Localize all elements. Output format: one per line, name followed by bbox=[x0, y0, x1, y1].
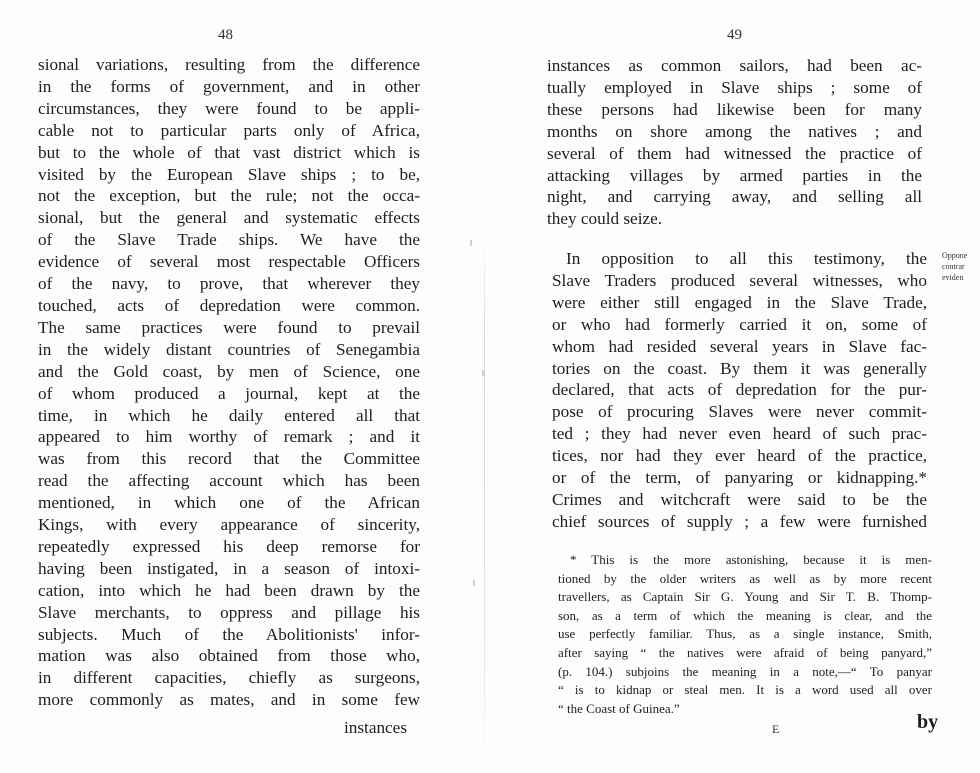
text-line: mentioned, in which one of the African bbox=[38, 493, 420, 513]
text-line: ted ; they had never even heard of such prac- bbox=[552, 424, 927, 444]
text-line: several of them had witnessed the practice of bbox=[547, 143, 922, 163]
footnote bbox=[558, 551, 932, 718]
text-line: or of the term, of panyaring or kidnapping.* bbox=[552, 468, 927, 488]
text-line: attacking villages by armed parties in the bbox=[547, 165, 922, 185]
footnote-line: (p. 104.) subjoins the meaning in a note,—“ To panyar bbox=[558, 663, 932, 679]
text-line: pose of procuring Slaves were never commit- bbox=[552, 402, 927, 422]
paper-speck bbox=[473, 580, 475, 586]
margin-note bbox=[942, 250, 980, 283]
text-line: subjects. Much of the Abolitionists' infor- bbox=[38, 624, 420, 644]
text-line: time, in which he daily entered all that bbox=[38, 405, 420, 425]
signature-mark: E bbox=[772, 722, 780, 736]
text-line: in the forms of government, and in other bbox=[38, 76, 420, 96]
book-gutter bbox=[484, 230, 485, 770]
text-line: In opposition to all this testimony, the bbox=[566, 249, 927, 268]
right-paragraph-1 bbox=[547, 26, 922, 230]
text-line: not the exception, but the rule; not the occa- bbox=[38, 186, 420, 206]
text-line: of whom produced a journal, kept at the bbox=[38, 383, 420, 403]
text-line: instances as common sailors, had been ac- bbox=[547, 56, 922, 75]
text-line: Slave merchants, to oppress and pillage his bbox=[38, 602, 420, 622]
text-line: read the affecting account which has been bbox=[38, 471, 420, 491]
text-line: months on shore among the natives ; and bbox=[547, 121, 922, 141]
right-page-number: 49 bbox=[727, 27, 742, 43]
text-line: evidence of several most respectable Officers bbox=[38, 252, 420, 272]
text-line: night, and carrying away, and selling all bbox=[547, 187, 922, 207]
text-line: of the Slave Trade ships. We have the bbox=[38, 230, 420, 250]
text-line: declared, that acts of depredation for the pur- bbox=[552, 380, 927, 400]
margin-note-line: Oppone bbox=[942, 251, 968, 260]
text-line: cation, into which he had been drawn by the bbox=[38, 580, 420, 600]
text-line: these persons had likewise been for many bbox=[547, 99, 922, 119]
footnote-line: use perfectly familiar. Thus, as a single instance, Smith, bbox=[558, 626, 932, 642]
footnote-line: * This is the more astonishing, because it is men- bbox=[570, 552, 932, 567]
text-line: Kings, with every appearance of sincerity, bbox=[38, 515, 420, 535]
margin-note-line: eviden bbox=[942, 273, 964, 282]
text-line: cable not to particular parts only of Africa, bbox=[38, 120, 420, 140]
text-line: more commonly as mates, and in some few bbox=[38, 690, 420, 710]
left-catchword: instances bbox=[344, 718, 408, 737]
text-line: or who had formerly carried it on, some of bbox=[552, 314, 927, 334]
text-line: repeatedly expressed his deep remorse for bbox=[38, 536, 420, 556]
text-line: whom had resided several years in Slave fac- bbox=[552, 336, 927, 356]
paper-speck bbox=[470, 240, 472, 246]
left-body-text bbox=[38, 54, 420, 711]
text-line: sional variations, resulting from the difference bbox=[38, 55, 420, 74]
text-line: was from this record that the Committee bbox=[38, 449, 420, 469]
footnote-line: tioned by the older writers as well as by more recent bbox=[558, 570, 932, 586]
text-line: Slave Traders produced several witnesses, who bbox=[552, 270, 927, 290]
left-page-number: 48 bbox=[218, 27, 233, 43]
right-paragraph-2 bbox=[552, 248, 927, 533]
text-line: in different capacities, chiefly as surgeons, bbox=[38, 668, 420, 688]
text-line: circumstances, they were found to be appli- bbox=[38, 98, 420, 118]
text-line: tually employed in Slave ships ; some of bbox=[547, 77, 922, 97]
footnote-line: travellers, as Captain Sir G. Young and Sir T. B. Thomp- bbox=[558, 589, 932, 605]
text-line: having been instigated, in a season of intoxi- bbox=[38, 558, 420, 578]
margin-note-line: contrar bbox=[942, 262, 965, 271]
text-line: chief sources of supply ; a few were furnished bbox=[552, 511, 927, 531]
footnote-line: “ is to kidnap or steal men. It is a word used all over bbox=[558, 682, 932, 698]
right-catchword: by bbox=[917, 711, 939, 733]
footnote-line: “ the Coast of Guinea.” bbox=[558, 700, 680, 716]
text-line: tices, nor had they ever heard of the practice, bbox=[552, 446, 927, 466]
text-line: but to the whole of that vast district which is bbox=[38, 142, 420, 162]
text-line: they could seize. bbox=[547, 209, 663, 229]
text-line: Crimes and witchcraft were said to be the bbox=[552, 489, 927, 509]
footnote-line: after saying “ the natives were afraid of being panyard,” bbox=[558, 644, 932, 660]
paper-speck bbox=[482, 370, 484, 376]
text-line: touched, acts of depredation were common. bbox=[38, 295, 420, 315]
text-line: of the navy, to prove, that wherever they bbox=[38, 274, 420, 294]
text-line: visited by the European Slave ships ; to be, bbox=[38, 164, 420, 184]
text-line: appeared to him worthy of remark ; and it bbox=[38, 427, 420, 447]
text-line: The same practices were found to prevail bbox=[38, 317, 420, 337]
footnote-line: son, as a term of which the meaning is clear, and the bbox=[558, 607, 932, 623]
text-line: tories on the coast. By them it was generally bbox=[552, 358, 927, 378]
text-line: sional, but the general and systematic effects bbox=[38, 208, 420, 228]
right-page bbox=[490, 0, 980, 773]
text-line: mation was also obtained from those who, bbox=[38, 646, 420, 666]
text-line: and the Gold coast, by men of Science, one bbox=[38, 361, 420, 381]
text-line: in the widely distant countries of Senegambia bbox=[38, 339, 420, 359]
text-line: were either still engaged in the Slave Trade, bbox=[552, 292, 927, 312]
